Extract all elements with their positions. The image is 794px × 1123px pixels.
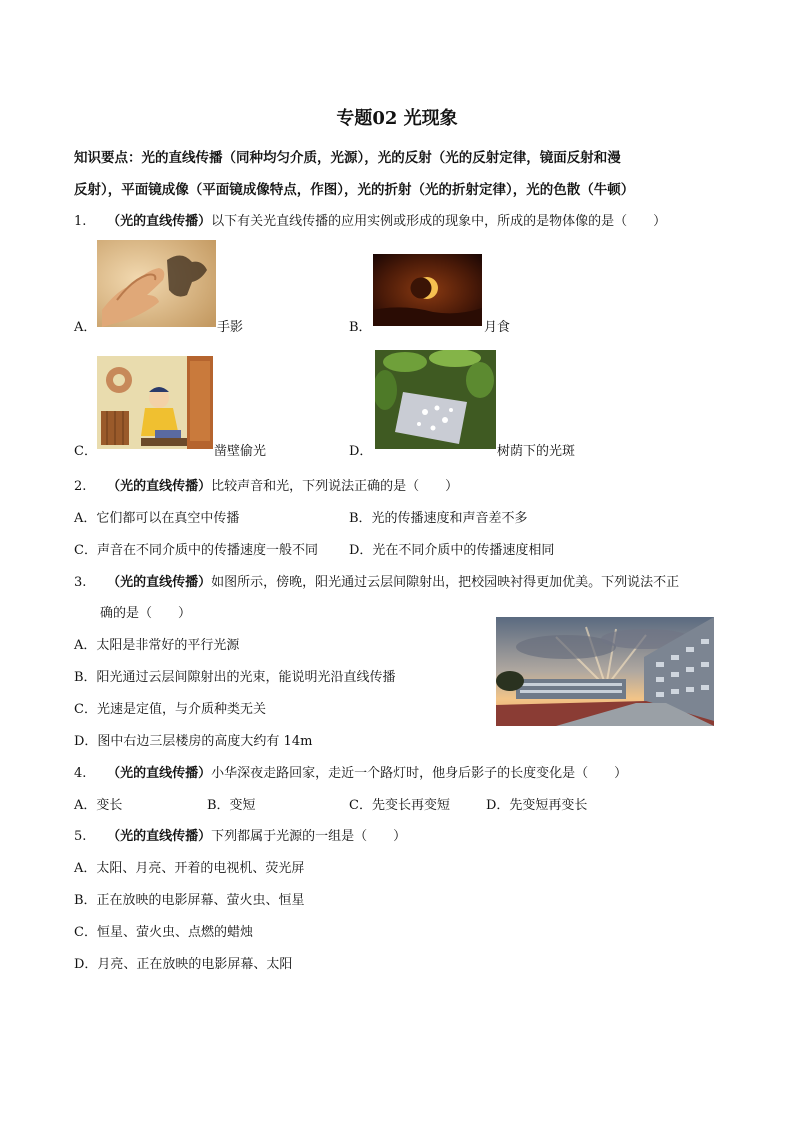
question-text: 下列都属于光源的一组是（ ） xyxy=(211,829,407,844)
light-spots-under-tree-image xyxy=(375,350,496,449)
hand-shadow-image xyxy=(97,240,216,327)
q2-option-c: C．声音在不同介质中的传播速度一般不同 xyxy=(74,543,318,558)
knowledge-points-line-2: 反射），平面镜成像（平面镜成像特点，作图），光的折射（光的折射定律），光的色散（牛顿） xyxy=(74,182,635,198)
option-caption-c: 凿壁偷光 xyxy=(214,444,267,459)
knowledge-points-line-1: 知识要点：光的直线传播（同种均匀介质，光源），光的反射（光的反射定律，镜面反射和漫 xyxy=(74,150,621,166)
question-text: 小华深夜走路回家，走近一个路灯时，他身后影子的长度变化是（ ） xyxy=(211,766,628,781)
question-3 xyxy=(74,571,679,590)
question-text: 比较声音和光，下列说法正确的是（ ） xyxy=(211,479,459,494)
q3-option-a: A．太阳是非常好的平行光源 xyxy=(74,638,240,653)
q5-option-d: D．月亮、正在放映的电影屏幕、太阳 xyxy=(74,957,293,972)
question-topic-tag: （光的直线传播） xyxy=(107,479,212,494)
q2-option-a: A．它们都可以在真空中传播 xyxy=(74,511,240,526)
question-number: 5. xyxy=(74,829,87,844)
question-4 xyxy=(74,762,627,781)
question-2 xyxy=(74,475,458,494)
q5-option-c: C．恒星、萤火虫、点燃的蜡烛 xyxy=(74,925,253,940)
option-letter-a: A． xyxy=(74,320,97,335)
q3-option-b: B．阳光通过云层间隙射出的光束，能说明光沿直线传播 xyxy=(74,670,396,685)
q5-option-a: A．太阳、月亮、开着的电视机、荧光屏 xyxy=(74,861,305,876)
page-title: 专题02 光现象 xyxy=(336,108,458,129)
question-number: 4. xyxy=(74,766,87,781)
question-topic-tag: （光的直线传播） xyxy=(107,766,212,781)
q3-option-c: C．光速是定值，与介质种类无关 xyxy=(74,702,266,717)
question-topic-tag: （光的直线传播） xyxy=(107,829,212,844)
question-topic-tag: （光的直线传播） xyxy=(107,575,212,590)
question-number: 3. xyxy=(74,575,87,590)
question-number: 1. xyxy=(74,214,87,229)
q2-option-d: D．光在不同介质中的传播速度相同 xyxy=(349,543,555,558)
campus-sunset-photo xyxy=(496,617,714,726)
question-number: 2. xyxy=(74,479,87,494)
option-letter-d: D． xyxy=(349,444,373,459)
q3-option-d: D．图中右边三层楼房的高度大约有 14m xyxy=(74,734,313,749)
question-text: 如图所示，傍晚，阳光通过云层间隙射出，把校园映衬得更加优美。下列说法不正 xyxy=(211,575,680,590)
option-caption-d: 树荫下的光斑 xyxy=(497,444,576,459)
option-letter-b: B． xyxy=(349,320,372,335)
question-topic-tag: （光的直线传播） xyxy=(107,214,212,229)
q5-option-b: B．正在放映的电影屏幕、萤火虫、恒星 xyxy=(74,893,305,908)
question-text: 以下有关光直线传播的应用实例或形成的现象中，所成的是物体像的是（ ） xyxy=(211,214,667,229)
q4-option-c: C．先变长再变短 xyxy=(349,798,450,813)
q4-option-a: A．变长 xyxy=(74,798,123,813)
q4-option-b: B．变短 xyxy=(207,798,256,813)
option-letter-c: C． xyxy=(74,444,97,459)
q2-option-b: B．光的传播速度和声音差不多 xyxy=(349,511,528,526)
boy-studying-by-wall-light-image xyxy=(97,356,213,449)
option-caption-a: 手影 xyxy=(217,320,244,335)
question-3-text-continued: 确的是（ ） xyxy=(100,606,192,621)
question-5 xyxy=(74,825,406,844)
option-caption-b: 月食 xyxy=(484,320,511,335)
question-1 xyxy=(74,210,666,229)
lunar-eclipse-image xyxy=(373,254,482,326)
q4-option-d: D．先变短再变长 xyxy=(486,798,588,813)
